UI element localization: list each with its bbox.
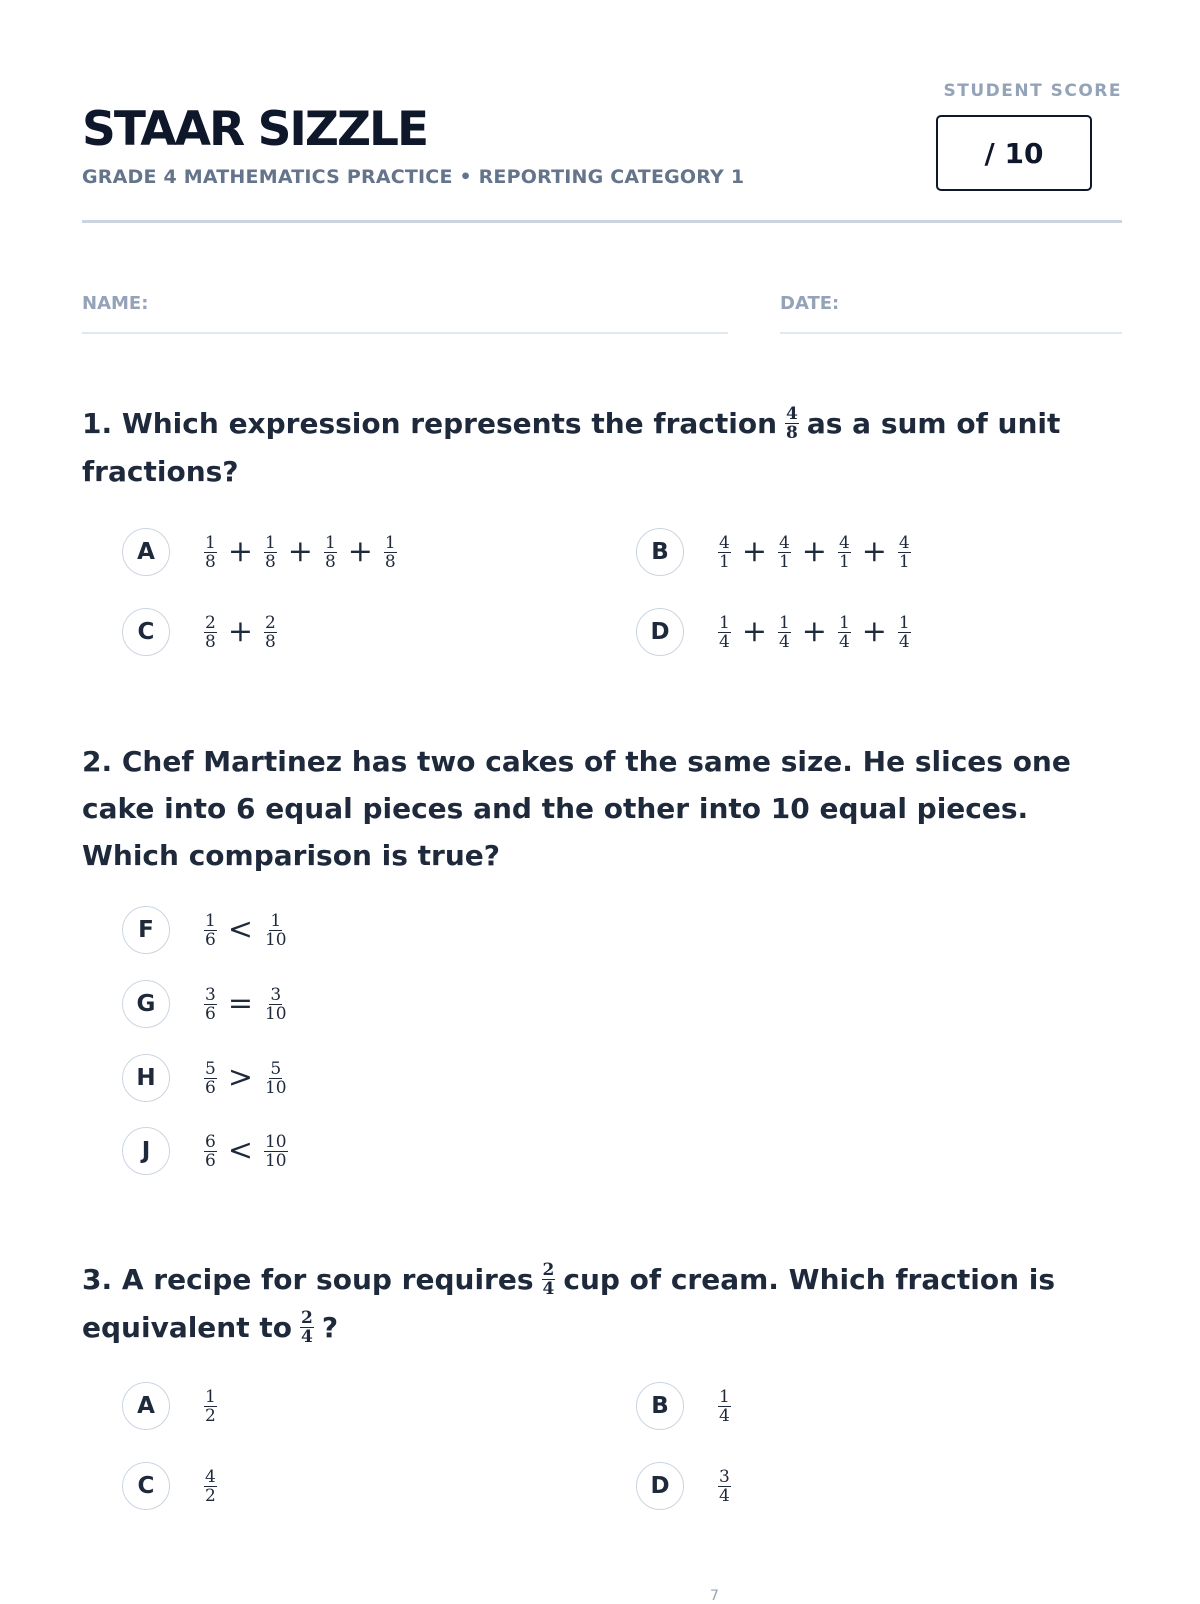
score-label: STUDENT SCORE <box>943 81 1122 101</box>
q1-option-c[interactable] <box>122 606 279 658</box>
question-3-text: 3. A recipe for soup requires <box>82 1263 534 1296</box>
option-expression: $\frac{1}{4}$ <box>719 1386 730 1426</box>
worksheet-subtitle: GRADE 4 MATHEMATICS PRACTICE • REPORTING CATEGORY 1 <box>82 166 745 188</box>
option-letter[interactable]: D <box>636 608 684 656</box>
q3-option-d[interactable] <box>636 1460 733 1512</box>
q2-option-h[interactable] <box>122 1052 290 1104</box>
question-3-fraction: $\frac{2}{4}$ <box>542 1259 555 1299</box>
option-expression: $\frac{4}{2}$ <box>205 1466 216 1506</box>
page-number: 7 <box>710 1588 719 1604</box>
option-expression: $\frac{1}{2}$ <box>205 1386 216 1426</box>
question-2: 2. Chef Martinez has two cakes of the same size. He slices one cake into 6 equal pieces and the other into 10 equal pieces. Which comparison is true? <box>82 745 1071 872</box>
question-1-text-line2: fractions? <box>82 455 239 488</box>
option-expression: $\frac{6}{6}$ < $\frac{10}{10}$ <box>205 1131 287 1171</box>
q2-option-f[interactable] <box>122 904 290 956</box>
question-3-text-line2: equivalent to <box>82 1311 292 1344</box>
option-letter[interactable]: A <box>122 1382 170 1430</box>
option-expression: $\frac{3}{6}$ = $\frac{3}{10}$ <box>205 984 287 1024</box>
option-letter[interactable]: J <box>122 1127 170 1175</box>
option-expression: $\frac{3}{4}$ <box>719 1466 730 1506</box>
name-field[interactable] <box>82 332 728 334</box>
q3-option-a[interactable] <box>122 1380 219 1432</box>
question-3-question-mark: ? <box>321 1311 339 1344</box>
score-box[interactable]: / 10 <box>936 115 1092 191</box>
question-1-text: 1. Which expression represents the fraction <box>82 407 778 440</box>
option-expression: $\frac{5}{6}$ > $\frac{5}{10}$ <box>205 1058 287 1098</box>
q1-option-d[interactable] <box>636 606 913 658</box>
worksheet-title: STAAR SIZZLE <box>82 102 428 157</box>
header-divider <box>82 220 1122 223</box>
option-expression: $\frac{1}{8}$ + $\frac{1}{8}$ + $\frac{1}{8}$ + $\frac{1}{8}$ <box>205 532 396 572</box>
q1-option-a[interactable] <box>122 526 399 578</box>
option-letter[interactable]: C <box>122 608 170 656</box>
option-expression: $\frac{1}{4}$ + $\frac{1}{4}$ + $\frac{1}{4}$ + $\frac{1}{4}$ <box>719 612 910 652</box>
option-letter[interactable]: B <box>636 528 684 576</box>
option-letter[interactable]: B <box>636 1382 684 1430</box>
q3-option-b[interactable] <box>636 1380 733 1432</box>
q1-option-b[interactable] <box>636 526 913 578</box>
question-1 <box>82 400 1122 496</box>
option-letter[interactable]: G <box>122 980 170 1028</box>
date-label: DATE: <box>780 293 840 314</box>
question-3 <box>82 1256 1122 1352</box>
option-expression: $\frac{4}{1}$ + $\frac{4}{1}$ + $\frac{4}{1}$ + $\frac{4}{1}$ <box>719 532 910 572</box>
question-3-fraction-2: $\frac{2}{4}$ <box>301 1307 313 1347</box>
date-field[interactable] <box>780 332 1122 334</box>
question-3-text-after: cup of cream. Which fraction is <box>563 1263 1056 1296</box>
q2-option-j[interactable] <box>122 1125 290 1177</box>
q3-option-c[interactable] <box>122 1460 219 1512</box>
q2-option-g[interactable] <box>122 978 290 1030</box>
option-expression: $\frac{1}{6}$ < $\frac{1}{10}$ <box>205 910 287 950</box>
option-letter[interactable]: F <box>122 906 170 954</box>
option-letter[interactable]: A <box>122 528 170 576</box>
name-label: NAME: <box>82 293 149 314</box>
question-1-fraction: $\frac{4}{8}$ <box>786 403 798 443</box>
option-expression: $\frac{2}{8}$ + $\frac{2}{8}$ <box>205 612 276 652</box>
question-1-text-after: as a sum of unit <box>806 407 1061 440</box>
option-letter[interactable]: H <box>122 1054 170 1102</box>
option-letter[interactable]: D <box>636 1462 684 1510</box>
option-letter[interactable]: C <box>122 1462 170 1510</box>
